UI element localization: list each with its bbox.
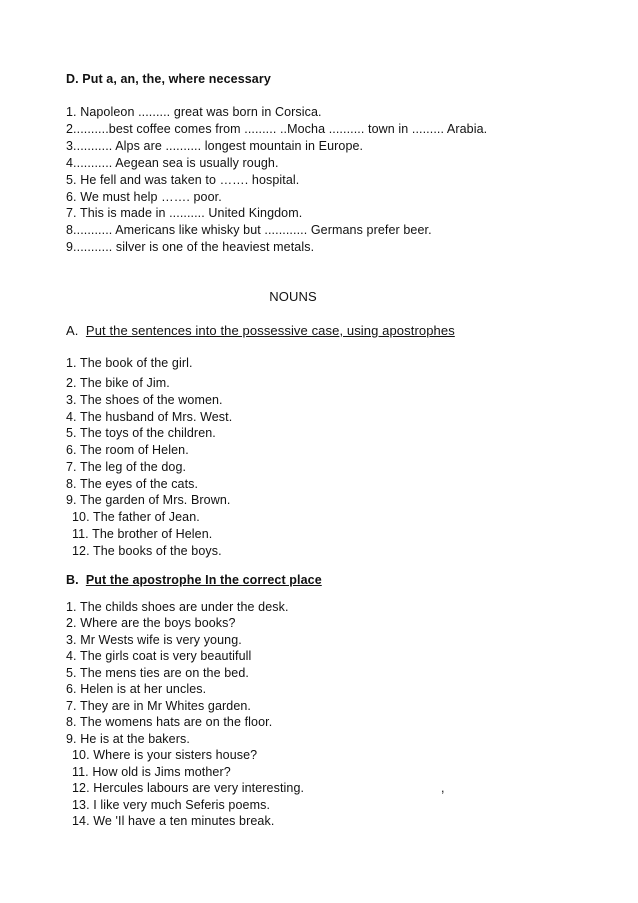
section-d-item: 5. He fell and was taken to ……. hospital. [66,173,300,187]
section-d-item: 9........... silver is one of the heaviest metals. [66,240,315,254]
section-d-item: 2..........best coffee comes from ......... ..Mocha .......... town in ......... Arabia. [66,122,488,136]
section-a-item: 7. The leg of the dog. [66,460,187,474]
section-b-item: 12. Hercules labours are very interesting. [72,781,305,795]
section-b-item: 13. I like very much Seferis poems. [72,798,271,812]
section-a-item: 8. The eyes of the cats. [66,477,199,491]
section-b-heading [66,573,322,587]
section-a-item: 2. The bike of Jim. [66,376,170,390]
section-b-item: 10. Where is your sisters house? [72,748,258,762]
section-d-item: 7. This is made in .......... United Kingdom. [66,206,303,220]
section-d-title: D. Put a, an, the, where necessary [66,72,271,86]
section-a-item: 11. The brother of Helen. [72,527,213,541]
stray-comma-mark: , [441,781,445,795]
section-d-item: 3........... Alps are .......... longest mountain in Europe. [66,139,364,153]
section-b-title: Put the apostrophe In the correct place [85,573,322,587]
section-b-item: 11. How old is Jims mother? [72,765,231,779]
section-a-heading [66,323,455,338]
section-b-item: 8. The womens hats are on the floor. [66,715,273,729]
section-a-item: 3. The shoes of the women. [66,393,223,407]
nouns-heading: NOUNS [269,289,317,304]
section-b-label: B. [66,573,79,587]
section-b-item: 4. The girls coat is very beautifull [66,649,252,663]
section-a-item: 6. The room of Helen. [66,443,189,457]
section-b-item: 6. Helen is at her uncles. [66,682,207,696]
section-b-item: 7. They are in Mr Whites garden. [66,699,251,713]
section-b-item: 5. The mens ties are on the bed. [66,666,249,680]
section-d-item: 6. We must help ……. poor. [66,190,222,204]
section-b-item: 14. We 'Il have a ten minutes break. [72,814,275,828]
section-a-item: 4. The husband of Mrs. West. [66,410,233,424]
section-a-item: 10. The father of Jean. [72,510,200,524]
section-b-item: 9. He is at the bakers. [66,732,190,746]
section-d-item: 8........... Americans like whisky but ............ Germans prefer beer. [66,223,432,237]
section-a-item: 1. The book of the girl. [66,356,193,370]
section-a-label: A. [66,323,79,338]
section-b-item: 1. The childs shoes are under the desk. [66,600,289,614]
section-b-item: 3. Mr Wests wife is very young. [66,633,242,647]
section-a-title: Put the sentences into the possessive case, using apostrophes [85,323,455,338]
section-d-item: 1. Napoleon ......... great was born in Corsica. [66,105,322,119]
section-a-item: 12. The books of the boys. [72,544,222,558]
section-b-item: 2. Where are the boys books? [66,616,236,630]
section-a-item: 9. The garden of Mrs. Brown. [66,493,231,507]
section-a-item: 5. The toys of the children. [66,426,216,440]
section-d-item: 4........... Aegean sea is usually rough. [66,156,279,170]
